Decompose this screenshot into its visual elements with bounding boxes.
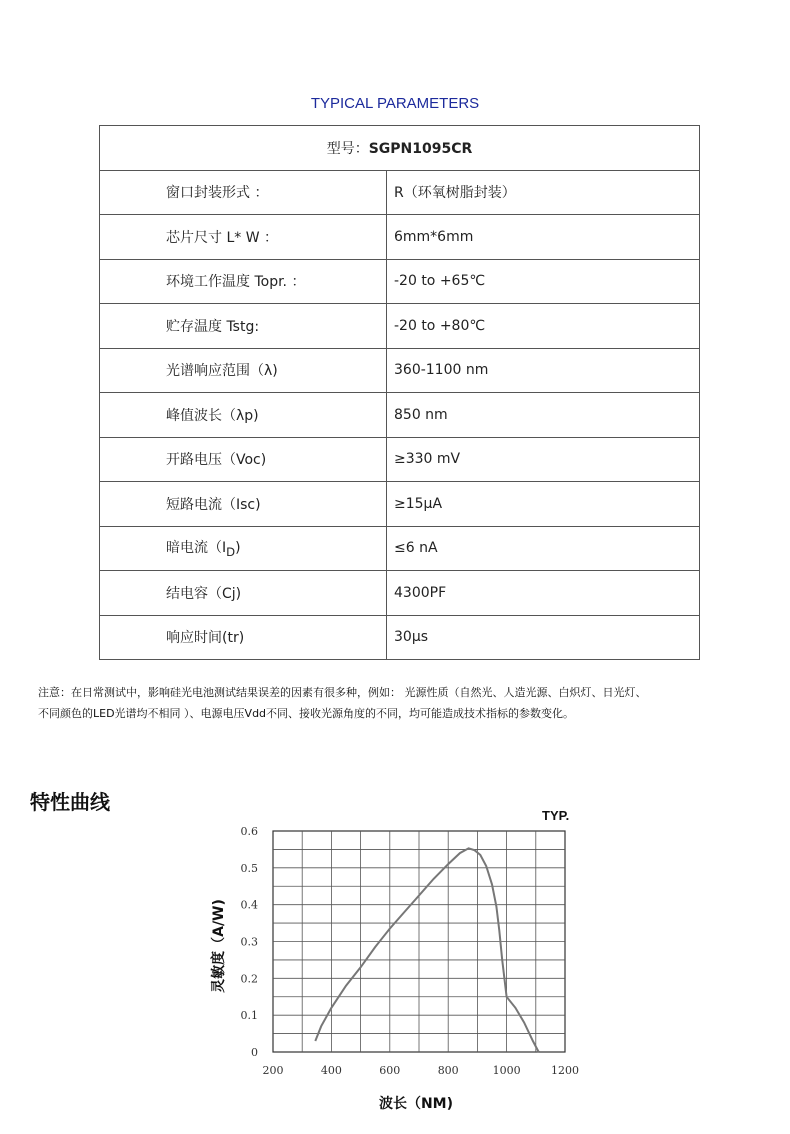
row-label-text: 光谱响应范围（λ) xyxy=(166,363,278,380)
row-label-text: 芯片尺寸 L* W ： xyxy=(166,229,278,246)
note-line-1: 注意：在日常测试中，影响硅光电池测试结果误差的因素有很多种，例如： 光源性质（自然光、人造光源、白炽灯、日光灯、 xyxy=(38,686,647,699)
x-tick-label: 600 xyxy=(379,1064,401,1077)
x-tick-label: 200 xyxy=(262,1064,284,1077)
x-axis-title: 波长（NM) xyxy=(378,1096,454,1112)
x-tick-label: 400 xyxy=(320,1064,342,1077)
y-tick-label: 0.5 xyxy=(240,861,258,875)
y-tick-label: 0.4 xyxy=(240,898,258,912)
response-curve xyxy=(315,848,538,1052)
row-value: 850 nm xyxy=(387,393,700,438)
model-label: 型号： xyxy=(326,140,369,157)
row-value: -20 to +80℃ xyxy=(387,304,700,349)
chart-title: TYP. xyxy=(542,808,570,823)
row-value: R（环氧树脂封装） xyxy=(387,170,700,215)
page-title: TYPICAL PARAMETERS xyxy=(310,95,480,112)
section-title: 特性曲线 xyxy=(30,790,110,814)
row-label-text: 暗电流（I xyxy=(166,540,227,557)
model-number: SGPN1095CR xyxy=(368,140,473,157)
y-tick-label: 0.6 xyxy=(240,825,258,838)
y-axis-title: 灵敏度（A/W) xyxy=(211,899,227,993)
row-label-text: 结电容（Cj) xyxy=(166,585,242,602)
row-label-text: 贮存温度 Tstg: xyxy=(166,318,260,335)
y-tick-label: 0.3 xyxy=(240,935,258,949)
row-label-text: 短路电流（Isc) xyxy=(166,496,261,513)
x-tick-label: 1200 xyxy=(551,1064,579,1077)
row-label-text: 窗口封装形式 ： xyxy=(166,185,269,202)
row-label-text: 峰值波长（λp) xyxy=(166,407,259,424)
note-line-2: 不同颜色的LED光谱均不相同 ）、电源电压Vdd不同、接收光源角度的不同，均可能造成技术指标的参数变化。 xyxy=(38,707,575,720)
row-value: 4300PF xyxy=(387,571,700,616)
row-value: ≥15μA xyxy=(387,482,700,527)
row-value: ≥330 mV xyxy=(387,437,700,482)
y-tick-label: 0.1 xyxy=(240,1009,258,1023)
row-value: ≤6 nA xyxy=(387,526,700,571)
y-tick-label: 0.2 xyxy=(240,972,258,986)
row-value: 30μs xyxy=(387,615,700,660)
row-value: -20 to +65℃ xyxy=(387,259,700,304)
x-tick-label: 1000 xyxy=(492,1064,521,1077)
row-label-text: 响应时间(tr) xyxy=(166,630,245,647)
row-value: 360-1100 nm xyxy=(387,348,700,393)
y-tick-label: 0 xyxy=(251,1046,258,1059)
row-label-tail: ) xyxy=(235,540,241,557)
row-label-text: 环境工作温度 Topr. ： xyxy=(166,274,306,291)
row-label-text: 开路电压（Voc) xyxy=(166,452,267,469)
row-value: 6mm*6mm xyxy=(387,215,700,260)
x-tick-label: 800 xyxy=(437,1064,459,1077)
row-label-subscript: D xyxy=(226,545,236,560)
